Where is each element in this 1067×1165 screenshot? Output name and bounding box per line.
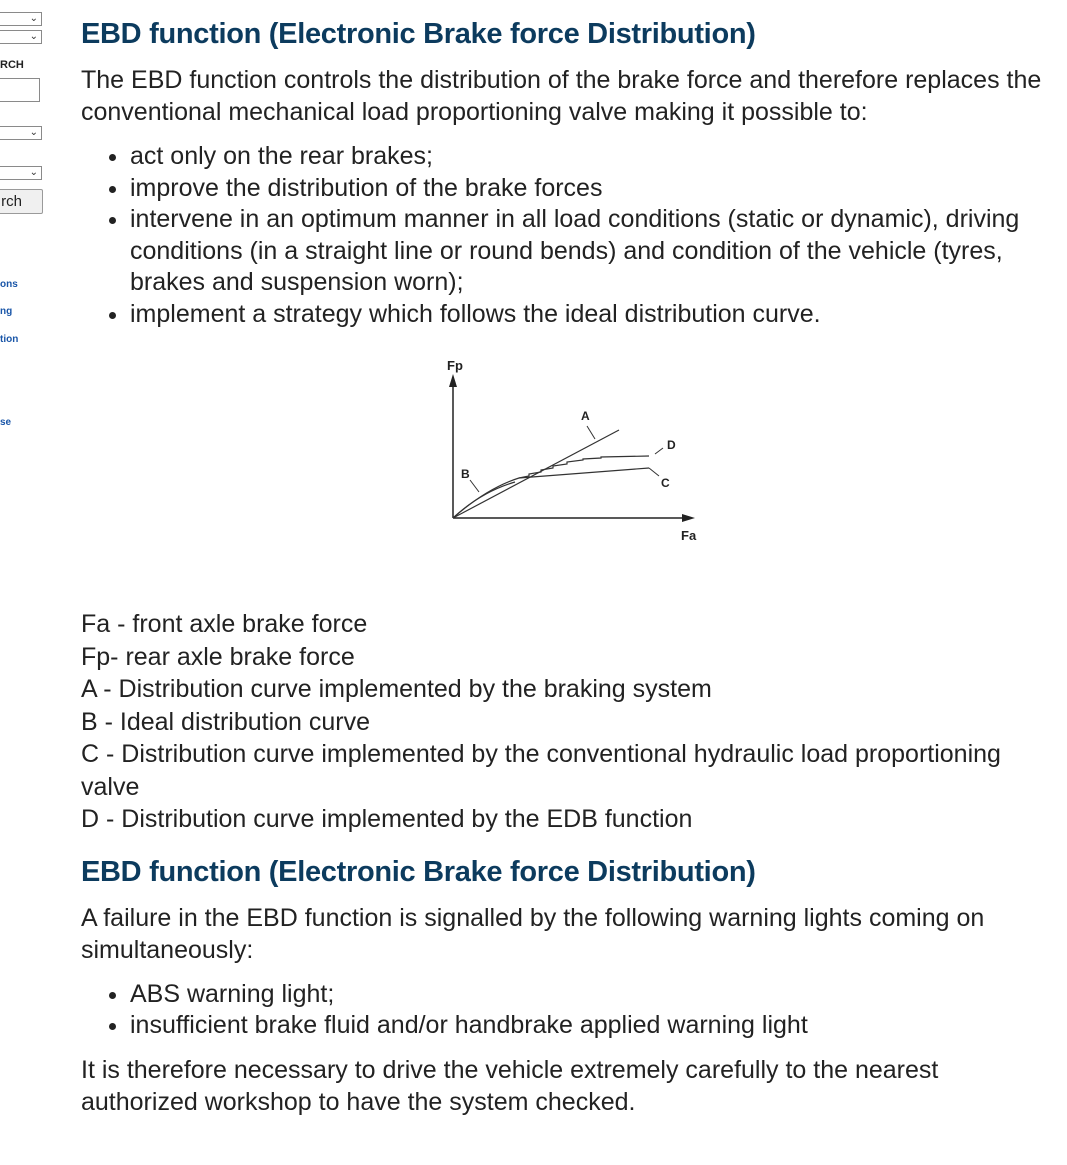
label-c: C bbox=[661, 476, 670, 490]
leader-d bbox=[655, 448, 663, 454]
section-intro: The EBD function controls the distribution of the brake force and therefore replaces the conventional mechanical load proportioning valve making it possible to: bbox=[81, 66, 1042, 126]
main-content bbox=[81, 14, 1061, 1118]
section-title: EBD function (Electronic Brake force Distribution) bbox=[81, 18, 756, 50]
distribution-graph bbox=[427, 360, 727, 560]
label-b: B bbox=[461, 467, 470, 481]
diagram-legend bbox=[81, 608, 1061, 836]
sidebar-select-2[interactable] bbox=[0, 30, 42, 44]
sidebar-link-2[interactable]: ng bbox=[0, 306, 13, 317]
section-title: EBD function (Electronic Brake force Distribution) bbox=[81, 855, 756, 888]
list-item: • improve the distribution of the brake forces bbox=[130, 173, 1061, 205]
chevron-down-icon: ⌄ bbox=[29, 31, 38, 42]
y-axis-label: Fp bbox=[447, 360, 463, 373]
legend-item: D - Distribution curve implemented by the EDB function bbox=[81, 805, 693, 833]
x-axis-arrow bbox=[682, 514, 695, 522]
y-axis-arrow bbox=[449, 374, 457, 387]
sidebar-link-4[interactable]: se bbox=[0, 417, 12, 428]
legend-item: Fa - front axle brake force bbox=[81, 610, 368, 638]
leader-a bbox=[587, 426, 595, 439]
legend-item: C - Distribution curve implemented by the conventional hydraulic load proportioning valve bbox=[81, 740, 1001, 801]
sidebar-link-3[interactable]: tion bbox=[0, 334, 19, 345]
list-item: • implement a strategy which follows the ideal distribution curve. bbox=[130, 299, 1061, 331]
chevron-down-icon: ⌄ bbox=[29, 13, 38, 24]
bullet-list bbox=[81, 979, 1061, 1042]
sidebar-link-1[interactable]: ons bbox=[0, 279, 18, 290]
sidebar-select-1[interactable] bbox=[0, 12, 42, 26]
curve-c bbox=[453, 468, 649, 518]
leader-b bbox=[470, 480, 479, 492]
search-button[interactable]: rch bbox=[0, 189, 43, 214]
chevron-down-icon: ⌄ bbox=[29, 167, 38, 178]
list-item: • intervene in an optimum manner in all load conditions (static or dynamic), driving conditions (in a straight line or round bends) and condition of the vehicle (tyres, brakes and suspension worn); bbox=[130, 204, 1061, 299]
search-input[interactable] bbox=[0, 78, 40, 102]
search-label: RCH bbox=[0, 59, 24, 71]
label-d: D bbox=[667, 438, 676, 452]
label-a: A bbox=[581, 409, 590, 423]
curve-a bbox=[453, 430, 619, 518]
left-sidebar bbox=[0, 0, 50, 1165]
leader-c bbox=[649, 468, 659, 476]
list-item: • act only on the rear brakes; bbox=[130, 141, 1061, 173]
legend-item: Fp- rear axle brake force bbox=[81, 642, 355, 671]
legend-item: B - Ideal distribution curve bbox=[81, 707, 371, 736]
curve-d bbox=[519, 456, 649, 478]
section-outro: It is therefore necessary to drive the vehicle extremely carefully to the nearest authorized workshop to have the system checked. bbox=[81, 1055, 939, 1116]
sidebar-select-4[interactable] bbox=[0, 166, 42, 180]
x-axis-label: Fa bbox=[681, 528, 697, 543]
section-intro: A failure in the EBD function is signalled by the following warning lights coming on simultaneously: bbox=[81, 903, 985, 964]
bullet-list bbox=[81, 141, 1061, 330]
legend-item: A - Distribution curve implemented by the braking system bbox=[81, 675, 712, 703]
list-item: • ABS warning light; bbox=[130, 979, 1061, 1011]
sidebar-select-3[interactable] bbox=[0, 126, 42, 140]
list-item: • insufficient brake fluid and/or handbrake applied warning light bbox=[130, 1010, 1061, 1042]
brake-force-diagram bbox=[81, 348, 1061, 608]
chevron-down-icon: ⌄ bbox=[29, 127, 38, 138]
